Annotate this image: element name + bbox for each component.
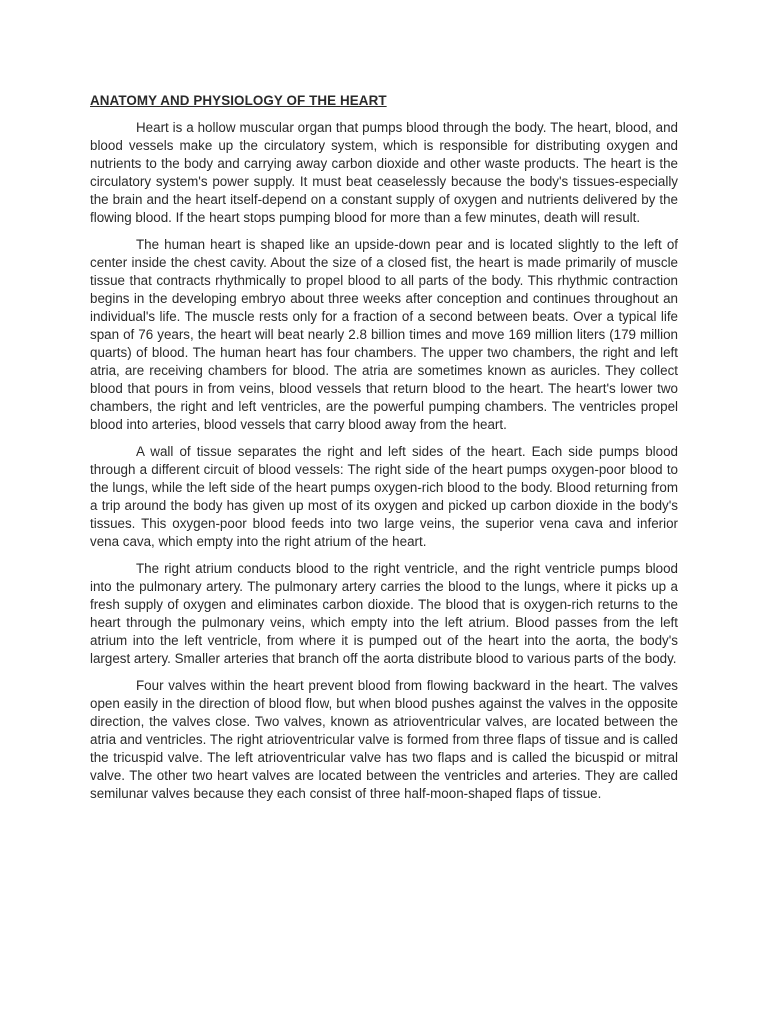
document-title: ANATOMY AND PHYSIOLOGY OF THE HEART bbox=[90, 93, 387, 108]
paragraph-1: Heart is a hollow muscular organ that pumps blood through the body. The heart, blood, and blood vessels make up the circulatory system, which is responsible for distributing oxygen and nutrients to the body and carrying away carbon dioxide and other waste products. The heart is the circulatory system's power supply. It must beat ceaselessly because the body's tissues-especially the brain and the heart itself-depend on a constant supply of oxygen and nutrients delivered by the flowing blood. If the heart stops pumping blood for more than a few minutes, death will result. bbox=[90, 120, 678, 225]
document-page bbox=[90, 92, 678, 812]
paragraph-2: The human heart is shaped like an upside-down pear and is located slightly to the left of center inside the chest cavity. About the size of a closed fist, the heart is made primarily of muscle tissue that contracts rhythmically to propel blood to all parts of the body. This rhythmic contraction begins in the developing embryo about three weeks after conception and continues throughout an individual's life. The muscle rests only for a fraction of a second between beats. Over a typical life span of 76 years, the heart will beat nearly 2.8 billion times and move 169 million liters (179 million quarts) of blood. The human heart has four chambers. The upper two chambers, the right and left atria, are receiving chambers for blood. The atria are sometimes known as auricles. They collect blood that pours in from veins, blood vessels that return blood to the heart. The heart's lower two chambers, the right and left ventricles, are the powerful pumping chambers. The ventricles propel blood into arteries, blood vessels that carry blood away from the heart. bbox=[90, 237, 678, 432]
paragraph-4: The right atrium conducts blood to the right ventricle, and the right ventricle pumps blood into the pulmonary artery. The pulmonary artery carries the blood to the lungs, where it picks up a fresh supply of oxygen and eliminates carbon dioxide. The blood that is oxygen-rich returns to the heart through the pulmonary veins, which empty into the left atrium. Blood passes from the left atrium into the left ventricle, from where it is pumped out of the heart into the aorta, the body's largest artery. Smaller arteries that branch off the aorta distribute blood to various parts of the body. bbox=[90, 561, 678, 666]
paragraph-5: Four valves within the heart prevent blood from flowing backward in the heart. The valves open easily in the direction of blood flow, but when blood pushes against the valves in the opposite direction, the valves close. Two valves, known as atrioventricular valves, are located between the atria and ventricles. The right atrioventricular valve is formed from three flaps of tissue and is called the tricuspid valve. The left atrioventricular valve has two flaps and is called the bicuspid or mitral valve. The other two heart valves are located between the ventricles and arteries. They are called semilunar valves because they each consist of three half-moon-shaped flaps of tissue. bbox=[90, 678, 678, 801]
paragraph-3: A wall of tissue separates the right and left sides of the heart. Each side pumps blood through a different circuit of blood vessels: The right side of the heart pumps oxygen-poor blood to the lungs, while the left side of the heart pumps oxygen-rich blood to the body. Blood returning from a trip around the body has given up most of its oxygen and picked up carbon dioxide in the body's tissues. This oxygen-poor blood feeds into two large veins, the superior vena cava and inferior vena cava, which empty into the right atrium of the heart. bbox=[90, 444, 678, 549]
